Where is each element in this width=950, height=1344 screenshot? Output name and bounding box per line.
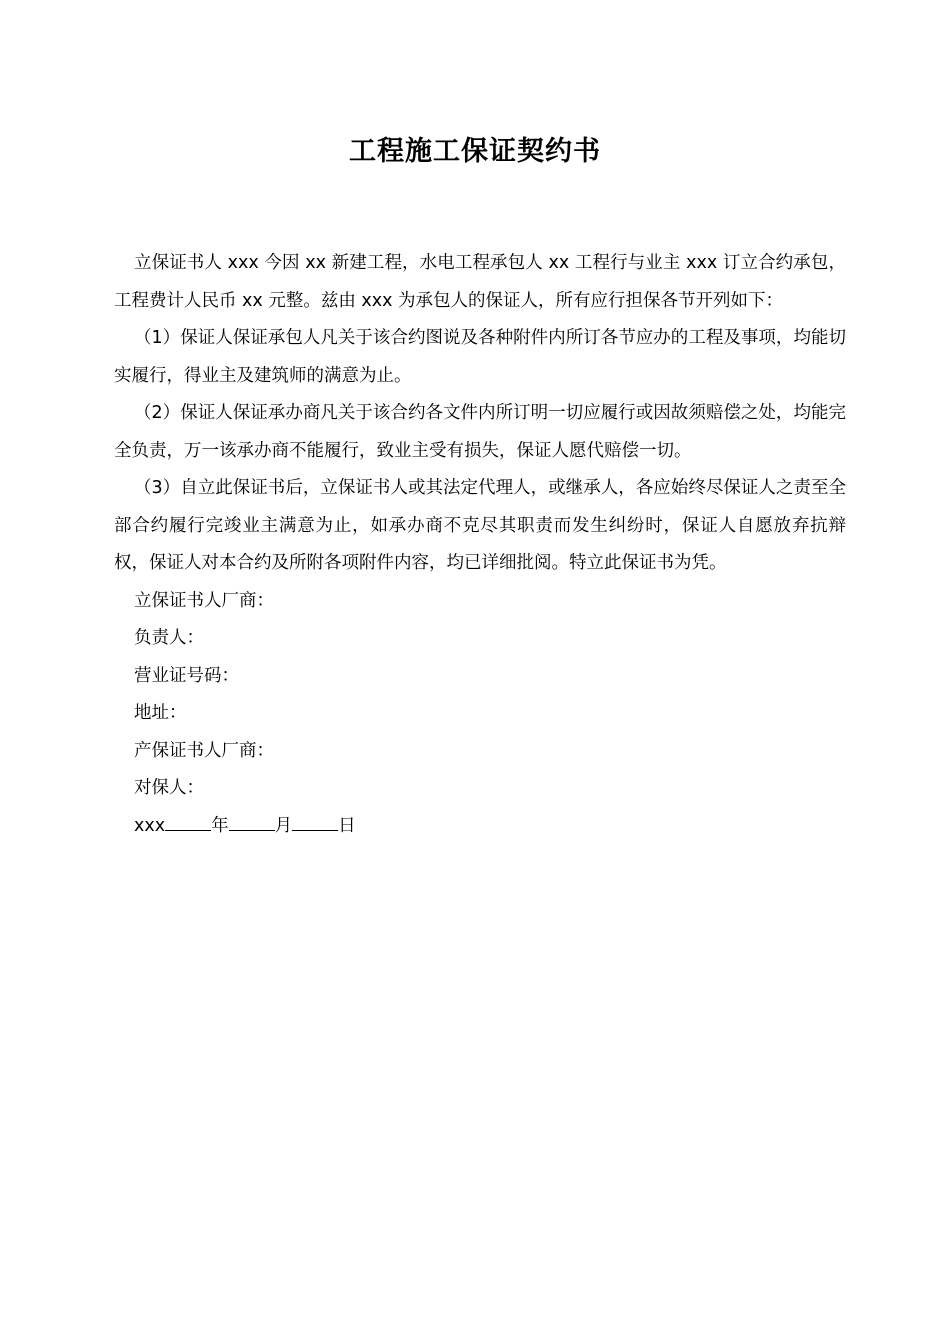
field-production-guarantor-vendor: 产保证书人厂商： [134,740,274,761]
paragraph-clause-2: （2）保证人保证承办商凡关于该合约各文件内所订明一切应履行或因故须赔偿之处，均能完全负责，万一该承办商不能履行，致业主受有损失，保证人愿代赔偿一切。 [114,403,846,461]
document-title: 工程施工保证契约书 [349,136,601,167]
field-responsible-person: 负责人： [134,628,204,648]
field-counter-guarantor: 对保人： [134,778,204,798]
month-blank [229,814,275,831]
year-blank [165,814,211,831]
document-body [114,245,846,845]
field-guarantor-vendor: 立保证书人厂商： [134,590,274,611]
month-label: 月 [274,815,293,836]
date-line [114,808,846,846]
field-address: 地址： [134,703,187,723]
day-blank [292,814,338,831]
paragraph-intro: 立保证书人 xxx 今因 xx 新建工程，水电工程承包人 xx 工程行与业主 xxx 订立合约承包，工程费计人民币 xx 元整。兹由 xxx 为承包人的保证人，所有应行担保各节开列如下： [114,253,846,311]
paragraph-clause-3: （3）自立此保证书后，立保证书人或其法定代理人，或继承人，各应始终尽保证人之责至全部合约履行完竣业主满意为止，如承办商不克尽其职责而发生纠纷时，保证人自愿放弃抗辩权，保证人对本合约及所附各项附件内容，均已详细批阅。特立此保证书为凭。 [114,478,846,573]
year-label: 年 [211,815,229,836]
field-business-license-number: 营业证号码： [134,665,239,686]
paragraph-clause-1: （1）保证人保证承包人凡关于该合约图说及各种附件内所订各节应办的工程及事项，均能切实履行，得业主及建筑师的满意为止。 [114,328,846,386]
date-prefix: xxx [134,815,166,836]
day-label: 日 [338,815,356,836]
